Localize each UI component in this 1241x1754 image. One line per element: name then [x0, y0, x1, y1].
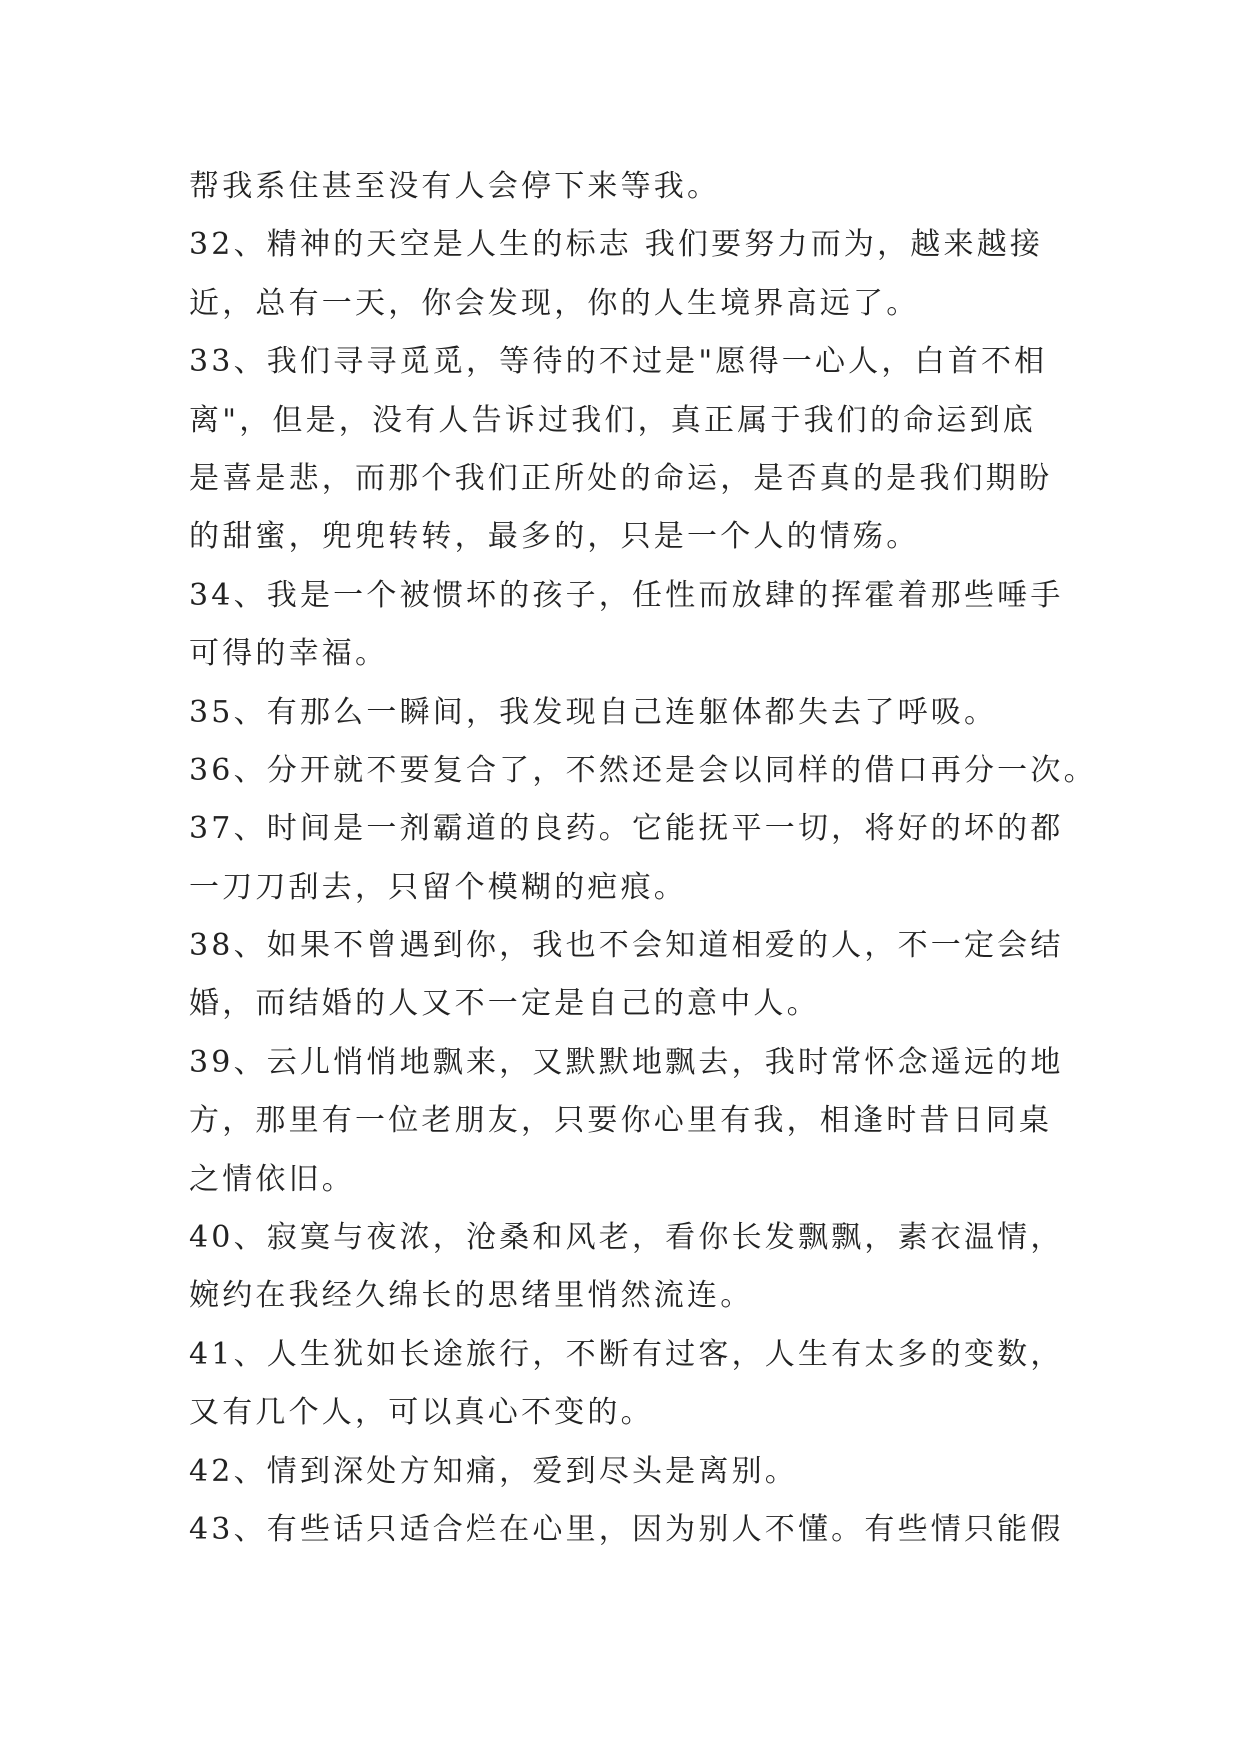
text-line: 37、时间是一剂霸道的良药。它能抚平一切，将好的坏的都 — [189, 811, 1064, 847]
text-line: 是喜是悲，而那个我们正所处的命运，是否真的是我们期盼 — [189, 460, 1053, 496]
text-line: 之情依旧。 — [189, 1161, 355, 1197]
text-line: 35、有那么一瞬间，我发现自己连躯体都失去了呼吸。 — [189, 694, 998, 730]
text-line: 婉约在我经久绵长的思绪里悄然流连。 — [189, 1278, 754, 1314]
text-line: 的甜蜜，兜兜转转，最多的，只是一个人的情殇。 — [189, 519, 920, 555]
text-line: 32、精神的天空是人生的标志 我们要努力而为，越来越接 — [189, 227, 1044, 263]
text-line: 41、人生犹如长途旅行，不断有过客，人生有太多的变数， — [189, 1336, 1064, 1372]
text-line: 39、云儿悄悄地飘来，又默默地飘去，我时常怀念遥远的地 — [189, 1044, 1064, 1080]
text-line: 帮我系住甚至没有人会停下来等我。 — [189, 169, 721, 204]
text-line: 40、寂寞与夜浓，沧桑和风老，看你长发飘飘，素衣温情， — [189, 1220, 1064, 1256]
text-line: 近，总有一天，你会发现，你的人生境界高远了。 — [189, 285, 920, 321]
document-body — [189, 158, 1097, 1559]
text-line: 34、我是一个被惯坏的孩子，任性而放肆的挥霍着那些唾手 — [189, 577, 1064, 613]
text-line: 可得的幸福。 — [189, 636, 389, 672]
text-line: 婚，而结婚的人又不一定是自己的意中人。 — [189, 986, 820, 1022]
text-line: 43、有些话只适合烂在心里，因为别人不懂。有些情只能假 — [189, 1511, 1064, 1547]
text-line: 36、分开就不要复合了，不然还是会以同样的借口再分一次。 — [189, 752, 1097, 788]
text-line: 离"，但是，没有人告诉过我们，真正属于我们的命运到底 — [189, 402, 1036, 438]
text-line: 方，那里有一位老朋友，只要你心里有我，相逢时昔日同桌 — [189, 1103, 1053, 1139]
text-line: 一刀刀刮去，只留个模糊的疤痕。 — [189, 869, 687, 905]
text-line: 38、如果不曾遇到你，我也不会知道相爱的人，不一定会结 — [189, 928, 1064, 964]
text-line: 33、我们寻寻觅觅，等待的不过是"愿得一心人，白首不相 — [189, 344, 1048, 380]
text-line: 42、情到深处方知痛，爱到尽头是离别。 — [189, 1453, 798, 1489]
text-line: 又有几个人，可以真心不变的。 — [189, 1395, 654, 1431]
